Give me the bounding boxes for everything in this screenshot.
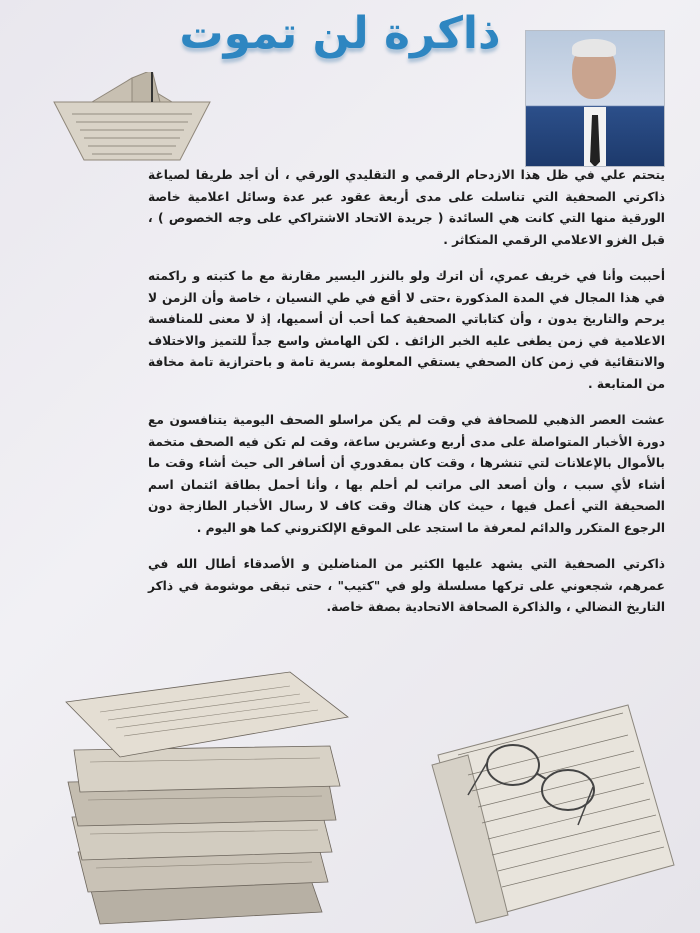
page-title: ذاكرة لن تموت bbox=[179, 8, 501, 59]
paper-boat bbox=[52, 72, 212, 172]
newspaper-with-glasses bbox=[428, 695, 678, 925]
newspaper-stack bbox=[60, 662, 355, 927]
article-body bbox=[148, 165, 665, 634]
paragraph-1: يتحتم علي في ظل هذا الازدحام الرقمي و التقليدي الورقي ، أن أجد طريقا لصياغة ذاكرتي الصحفية التي تناسلت على مدى أربعة عقود عبر عدة وسائل اعلامية خاصة الورقية منها التي كانت هي السائدة ( جريدة الاتحاد الاشتراكي على وجه الخصوص ) ، قبل الغزو الاعلامي الرقمي المتكاثر . bbox=[148, 168, 665, 247]
portrait-photo bbox=[525, 30, 665, 167]
paragraph-4: ذاكرتي الصحفية التي يشهد عليها الكثير من المناضلين و الأصدقاء أطال الله في عمرهم، شجعوني على تركها مسلسلة ولو في "كتيب" ، حتى تبقى موشومة في ذاكر التاريخ النضالي ، والذاكرة الصحافة الاتحادية بصفة خاصة. bbox=[148, 557, 665, 614]
paragraph-3: عشت العصر الذهبي للصحافة في وقت لم يكن مراسلو الصحف اليومية يتنافسون مع دورة الأخبار المتواصلة على مدى أربع وعشرين ساعة، وقت لم تكن فيه الصحف متخمة بالأموال بالإعلانات لتي تنشرها ، وقت كان بمقدوري أن أسافر الى حيث أشاء وقت ما أشاء لأي سبب ، وأن أصعد الى مراتب لم أحلم بها ، وأنا أحمل بطاقة ائتمان اسم الصحيفة التي أعمل فيها ، حيث كان هناك وقت كاف لا رسال الأخبار الطازجة دون الرجوع المتكرر والدائم لمعرفة ما استجد على الموقع الإلكتروني كما هو اليوم . bbox=[148, 413, 665, 535]
paragraph-2: أحببت وأنا في خريف عمري، أن اترك ولو بالنزر اليسير مقارنة مع ما كتبته و راكمته في هذا المجال في المدة المذكورة ،حتى لا أقع في طي النسيان ، خاصة وأن الزمن لا يرحم والتاريخ يدون ، وأن كتاباتي الصحفية كما أحب أن أسميها، إذ لا معنى للمنافسة الاعلامية في زمن يطغى عليه الخبر الزائف . لكن الهامش واسع جداً للتميز والاختلاف والانتقائية في زمن كان الصحفي يستقي المعلومة بسرية تامة و باحترازية تامة مخافة من المتابعة . bbox=[148, 269, 665, 391]
